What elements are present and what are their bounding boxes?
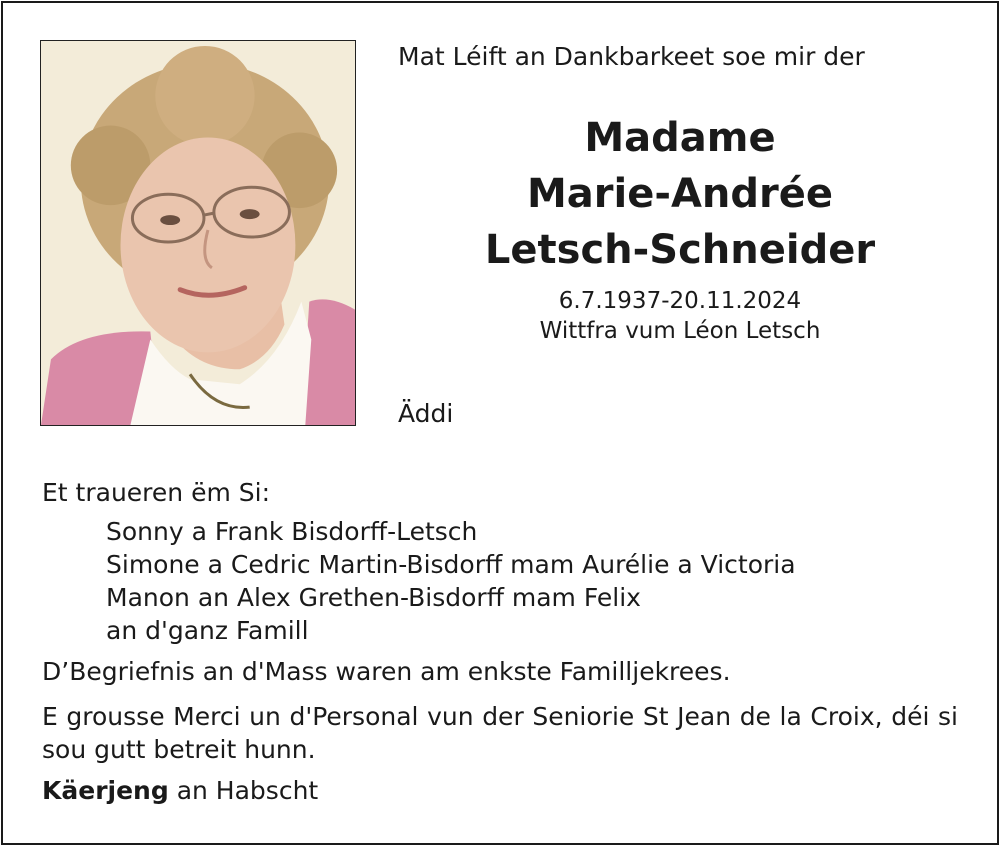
place-bold: Käerjeng	[42, 776, 169, 805]
deceased-name	[440, 110, 920, 278]
intro-text: Mat Léift an Dankbarkeet soe mir der	[398, 42, 865, 71]
mourner-line: an d'ganz Famill	[106, 616, 309, 645]
name-line-first: Marie-Andrée	[526, 171, 833, 217]
portrait-illustration	[41, 41, 355, 425]
mourners-label: Et traueren ëm Si:	[42, 478, 270, 507]
place-line	[42, 774, 318, 808]
mourners-list	[106, 515, 796, 647]
name-line-last: Letsch-Schneider	[484, 227, 876, 273]
widow-of: Wittfra vum Léon Letsch	[539, 318, 821, 344]
life-dates: 6.7.1937-20.11.2024	[558, 288, 802, 314]
thanks-note: E grousse Merci un d'Personal vun der Seniorie St Jean de la Croix, déi si sou gutt betreit hunn.	[42, 702, 958, 764]
mourner-line: Simone a Cedric Martin-Bisdorff mam Aurélie a Victoria	[106, 550, 796, 579]
funeral-note: D’Begriefnis an d'Mass waren am enkste Familljekrees.	[42, 657, 731, 686]
mourner-line: Manon an Alex Grethen-Bisdorff mam Felix	[106, 583, 641, 612]
portrait-photo	[40, 40, 356, 426]
mourner-line: Sonny a Frank Bisdorff-Letsch	[106, 517, 478, 546]
place-rest: an Habscht	[168, 776, 319, 805]
nickname: Äddi	[398, 399, 454, 428]
name-line-title: Madame	[584, 115, 776, 161]
